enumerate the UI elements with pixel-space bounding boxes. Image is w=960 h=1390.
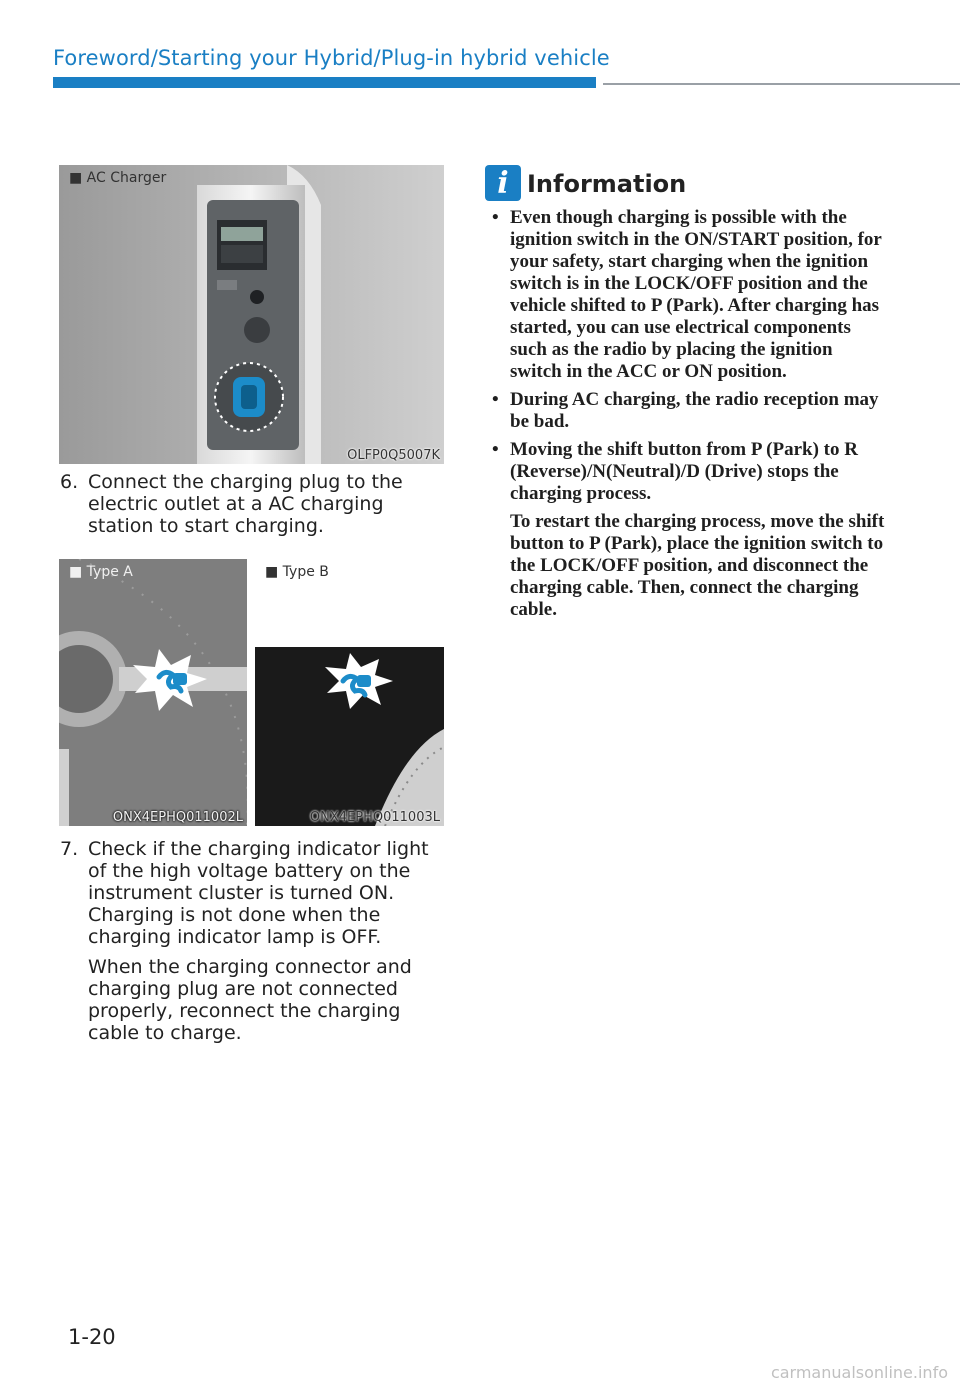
information-list — [486, 207, 886, 627]
figure-label-ac-charger: ■ AC Charger — [69, 170, 167, 186]
figure-type-b — [255, 559, 444, 826]
step-6 — [60, 471, 448, 545]
bullet: • — [492, 389, 499, 410]
header-rule — [603, 83, 960, 85]
watermark: carmanualsonline.info — [770, 1363, 948, 1382]
information-title: Information — [527, 170, 687, 198]
page-number: 1-20 — [68, 1325, 116, 1349]
header-accent-bar — [53, 77, 596, 88]
step-text: Check if the charging indicator light of the high voltage battery on the instrument cluster is turned ON. Charging is not done when the charging indicator lamp is OFF. — [88, 838, 429, 948]
step-text: When the charging connector and charging plug are not connected properly, reconnect the charging cable to charge. — [88, 956, 412, 1044]
info-icon: i — [485, 165, 521, 201]
list-item — [486, 207, 886, 383]
figure-code-type-b: ONX4EPHQ011003L — [309, 810, 440, 825]
type-b-cluster-illustration — [255, 559, 444, 826]
bullet: • — [492, 439, 499, 460]
page-title: Foreword/Starting your Hybrid/Plug-in hybrid vehicle — [53, 46, 610, 70]
type-a-cluster-illustration — [59, 559, 247, 826]
list-item — [486, 389, 886, 433]
figure-label-type-a: ■ Type A — [69, 564, 133, 580]
step-text: Connect the charging plug to the electric outlet at a AC charging station to start charging. — [88, 471, 403, 537]
figure-ac-charger — [59, 165, 444, 464]
figure-code-type-a: ONX4EPHQ011002L — [112, 810, 243, 825]
bullet: • — [492, 207, 499, 228]
ac-charger-illustration — [59, 165, 444, 464]
step-number: 6. — [60, 471, 79, 493]
figure-label-type-b: ■ Type B — [265, 564, 329, 580]
list-item — [486, 439, 886, 621]
list-item-text: Moving the shift button from P (Park) to R (Reverse)/N(Neutral)/D (Drive) stops the charging process. — [510, 439, 858, 504]
list-item-text: To restart the charging process, move the shift button to P (Park), place the ignition switch to the LOCK/OFF position, and disconnect the charging cable. Then, connect the charging cable. — [510, 511, 885, 620]
figure-code-ac-charger: OLFP0Q5007K — [347, 448, 440, 463]
figure-type-a — [59, 559, 247, 826]
list-item-text: Even though charging is possible with the ignition switch in the ON/START position, for your safety, start charging when the ignition switch is in the LOCK/OFF position and the vehicle shifted to P (Park). After charging has started, you can use electrical components such as the radio by placing the ignition switch in the ACC or ON position. — [510, 207, 882, 382]
step-number: 7. — [60, 838, 79, 860]
step-7 — [60, 838, 448, 1052]
list-item-text: During AC charging, the radio reception may be bad. — [510, 389, 879, 432]
